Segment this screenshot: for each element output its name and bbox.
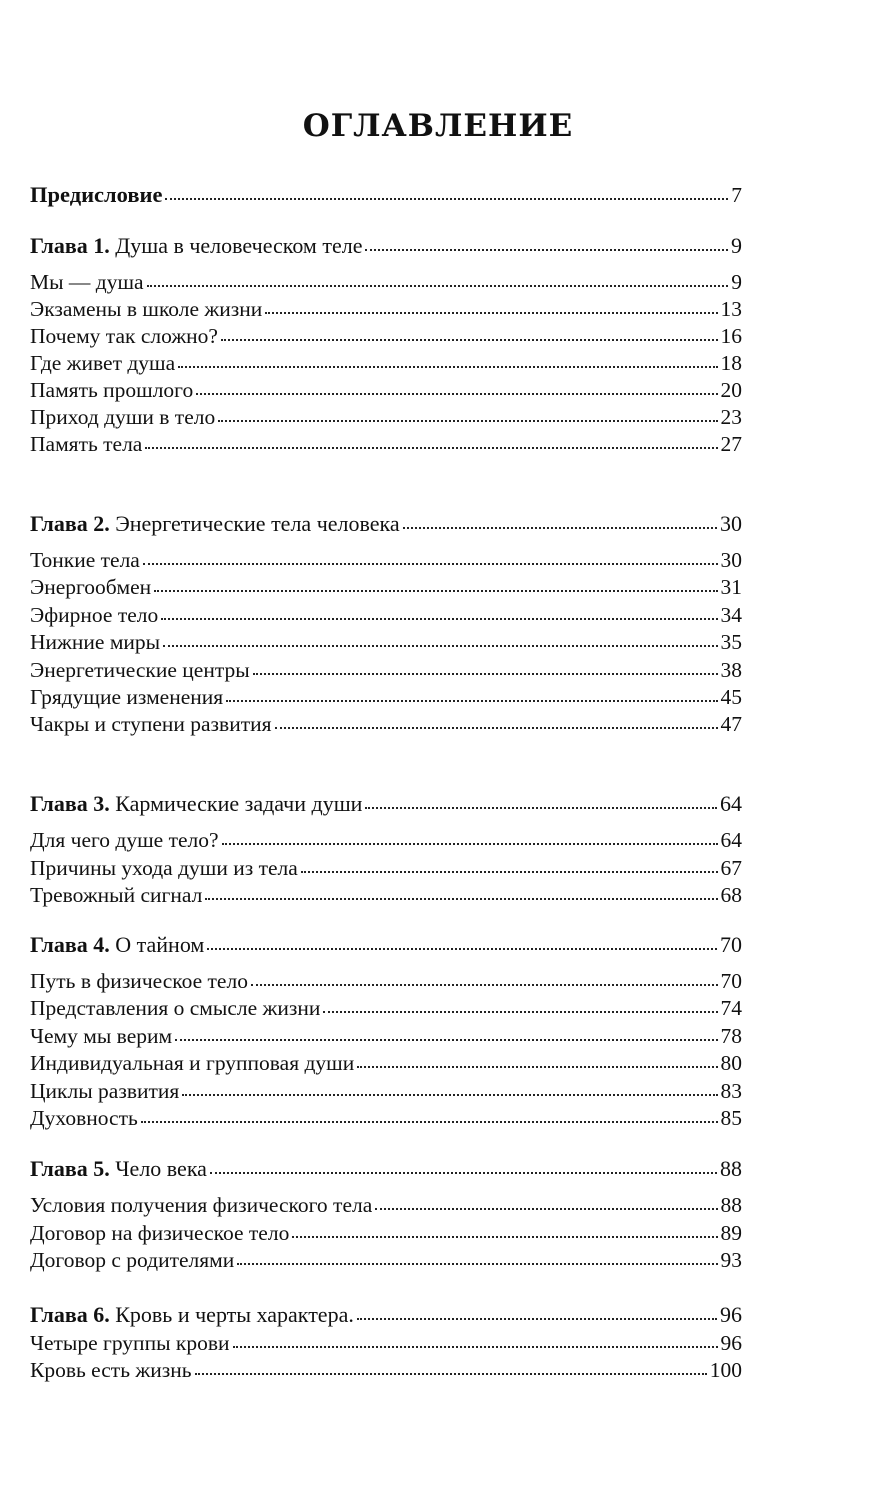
dot-leader: [196, 389, 717, 395]
toc-entry[interactable]: [30, 321, 742, 351]
entry-page: 18: [720, 351, 742, 375]
dot-leader: [195, 1369, 707, 1375]
chapter-number: Глава 6.: [30, 1302, 110, 1327]
toc-entry-preface[interactable]: [30, 180, 742, 210]
dot-leader: [237, 1259, 717, 1265]
dot-leader: [323, 1007, 717, 1013]
toc-entry[interactable]: [30, 1245, 742, 1275]
toc-entry[interactable]: [30, 1355, 742, 1385]
toc-entry[interactable]: [30, 1103, 742, 1133]
entry-page: 70: [720, 932, 742, 957]
entry-label: Договор на физическое тело: [30, 1221, 290, 1245]
toc-chapter-heading[interactable]: [30, 231, 742, 261]
entry-label: Память тела: [30, 432, 143, 456]
dot-leader: [165, 194, 728, 200]
dot-leader: [205, 894, 717, 900]
toc-entry[interactable]: [30, 429, 742, 459]
dot-leader: [163, 641, 717, 647]
chapter-number: Глава 2.: [30, 511, 110, 536]
dot-leader: [207, 944, 717, 950]
toc-entry[interactable]: [30, 348, 742, 378]
chapter-name: Энергетические тела человека: [115, 511, 400, 536]
dot-leader: [221, 335, 718, 341]
chapter-name: Кармические задачи души: [115, 791, 363, 816]
entry-label: Индивидуальная и групповая души: [30, 1051, 355, 1075]
chapter-name: Душа в человеческом теле: [115, 233, 363, 258]
toc-entry[interactable]: [30, 294, 742, 324]
toc-entry[interactable]: [30, 682, 742, 712]
toc-entry[interactable]: [30, 1076, 742, 1106]
dot-leader: [222, 839, 718, 845]
entry-page: 23: [720, 405, 742, 429]
dot-leader: [357, 1062, 717, 1068]
toc-entry[interactable]: [30, 600, 742, 630]
entry-label: Чему мы верим: [30, 1024, 173, 1048]
entry-label: Циклы развития: [30, 1079, 180, 1103]
dot-leader: [301, 867, 718, 873]
entry-page: 68: [720, 883, 742, 907]
entry-label: Тревожный сигнал: [30, 883, 203, 907]
entry-page: 45: [720, 685, 742, 709]
entry-page: 89: [720, 1221, 742, 1245]
dot-leader: [154, 586, 717, 592]
entry-page: 38: [720, 658, 742, 682]
toc-entry[interactable]: [30, 267, 742, 297]
entry-label: Тонкие тела: [30, 548, 140, 572]
toc-entry[interactable]: [30, 1048, 742, 1078]
chapter-number: Глава 5.: [30, 1156, 110, 1181]
toc-entry[interactable]: [30, 545, 742, 575]
dot-leader: [175, 1035, 717, 1041]
dot-leader: [145, 443, 717, 449]
entry-label: Кровь есть жизнь: [30, 1358, 192, 1382]
entry-page: 67: [720, 856, 742, 880]
entry-page: 70: [720, 969, 742, 993]
toc-chapter-heading[interactable]: [30, 789, 742, 819]
entry-page: 30: [720, 511, 742, 536]
entry-label: Путь в физическое тело: [30, 969, 248, 993]
entry-label: Мы — душа: [30, 270, 144, 294]
entry-page: 96: [720, 1331, 742, 1355]
entry-label: Договор с родителями: [30, 1248, 235, 1272]
toc-entry[interactable]: [30, 825, 742, 855]
chapter-name: Чело века: [115, 1156, 207, 1181]
entry-page: 85: [720, 1106, 742, 1130]
entry-page: 100: [709, 1358, 742, 1382]
entry-label: Эфирное тело: [30, 603, 159, 627]
entry-page: 96: [720, 1302, 742, 1327]
dot-leader: [251, 980, 718, 986]
dot-leader: [143, 559, 718, 565]
toc-entry[interactable]: [30, 402, 742, 432]
dot-leader: [357, 1314, 717, 1320]
dot-leader: [233, 1342, 718, 1348]
toc-chapter-heading[interactable]: [30, 509, 742, 539]
toc-entry[interactable]: [30, 375, 742, 405]
toc-entry[interactable]: [30, 655, 742, 685]
toc-chapter-heading[interactable]: [30, 930, 742, 960]
toc-chapter-heading[interactable]: [30, 1300, 742, 1330]
entry-label: Условия получения физического тела: [30, 1193, 373, 1217]
entry-page: 20: [720, 378, 742, 402]
chapter-number: Глава 3.: [30, 791, 110, 816]
toc-chapter-heading[interactable]: [30, 1154, 742, 1184]
dot-leader: [265, 308, 717, 314]
dot-leader: [253, 669, 718, 675]
toc-entry[interactable]: [30, 880, 742, 910]
entry-label: Причины ухода души из тела: [30, 856, 298, 880]
toc-entry[interactable]: [30, 1190, 742, 1220]
dot-leader: [210, 1168, 717, 1174]
dot-leader: [178, 362, 717, 368]
entry-label: Четыре группы крови: [30, 1331, 230, 1355]
toc-entry[interactable]: [30, 572, 742, 602]
dot-leader: [161, 614, 717, 620]
dot-leader: [218, 416, 717, 422]
toc-entry[interactable]: [30, 966, 742, 996]
entry-page: 74: [720, 996, 742, 1020]
toc-entry[interactable]: [30, 1021, 742, 1051]
toc-entry[interactable]: [30, 1328, 742, 1358]
entry-page: 9: [731, 270, 742, 294]
chapter-number: Глава 1.: [30, 233, 110, 258]
toc-entry[interactable]: [30, 709, 742, 739]
entry-page: 9: [731, 233, 742, 258]
entry-page: 31: [720, 575, 742, 599]
entry-page: 13: [720, 297, 742, 321]
entry-label: Предисловие: [30, 182, 163, 207]
dot-leader: [147, 281, 729, 287]
entry-label: Энергетические центры: [30, 658, 250, 682]
entry-page: 80: [720, 1051, 742, 1075]
entry-page: 83: [720, 1079, 742, 1103]
entry-label: Для чего душе тело?: [30, 828, 219, 852]
toc-entry[interactable]: [30, 993, 742, 1023]
toc-entry[interactable]: [30, 853, 742, 883]
entry-page: 35: [720, 630, 742, 654]
chapter-name: Кровь и черты характера.: [115, 1302, 354, 1327]
entry-label: Грядущие изменения: [30, 685, 224, 709]
chapter-number: Глава 4.: [30, 932, 110, 957]
entry-page: 64: [720, 791, 742, 816]
entry-label: Почему так сложно?: [30, 324, 218, 348]
dot-leader: [182, 1090, 717, 1096]
entry-page: 7: [731, 183, 742, 207]
entry-page: 64: [720, 828, 742, 852]
entry-label: Память прошлого: [30, 378, 194, 402]
entry-page: 78: [720, 1024, 742, 1048]
toc-entry[interactable]: [30, 1218, 742, 1248]
entry-page: 30: [720, 548, 742, 572]
entry-label: Нижние миры: [30, 630, 161, 654]
entry-page: 47: [720, 712, 742, 736]
entry-label: Духовность: [30, 1106, 138, 1130]
entry-page: 88: [720, 1193, 742, 1217]
entry-label: Чакры и ступени развития: [30, 712, 272, 736]
dot-leader: [141, 1117, 718, 1123]
dot-leader: [275, 723, 718, 729]
dot-leader: [292, 1232, 717, 1238]
entry-page: 27: [720, 432, 742, 456]
entry-label: Энергообмен: [30, 575, 152, 599]
toc-entry[interactable]: [30, 627, 742, 657]
entry-page: 88: [720, 1156, 742, 1181]
page-title: ОГЛАВЛЕНИЕ: [302, 108, 574, 144]
dot-leader: [365, 803, 717, 809]
entry-label: Где живет душа: [30, 351, 176, 375]
entry-label: Представления о смысле жизни: [30, 996, 321, 1020]
entry-page: 93: [720, 1248, 742, 1272]
entry-page: 34: [720, 603, 742, 627]
dot-leader: [365, 245, 728, 251]
entry-page: 16: [720, 324, 742, 348]
dot-leader: [403, 523, 717, 529]
dot-leader: [375, 1204, 717, 1210]
entry-label: Приход души в тело: [30, 405, 216, 429]
dot-leader: [226, 696, 717, 702]
entry-label: Экзамены в школе жизни: [30, 297, 263, 321]
chapter-name: О тайном: [115, 932, 205, 957]
